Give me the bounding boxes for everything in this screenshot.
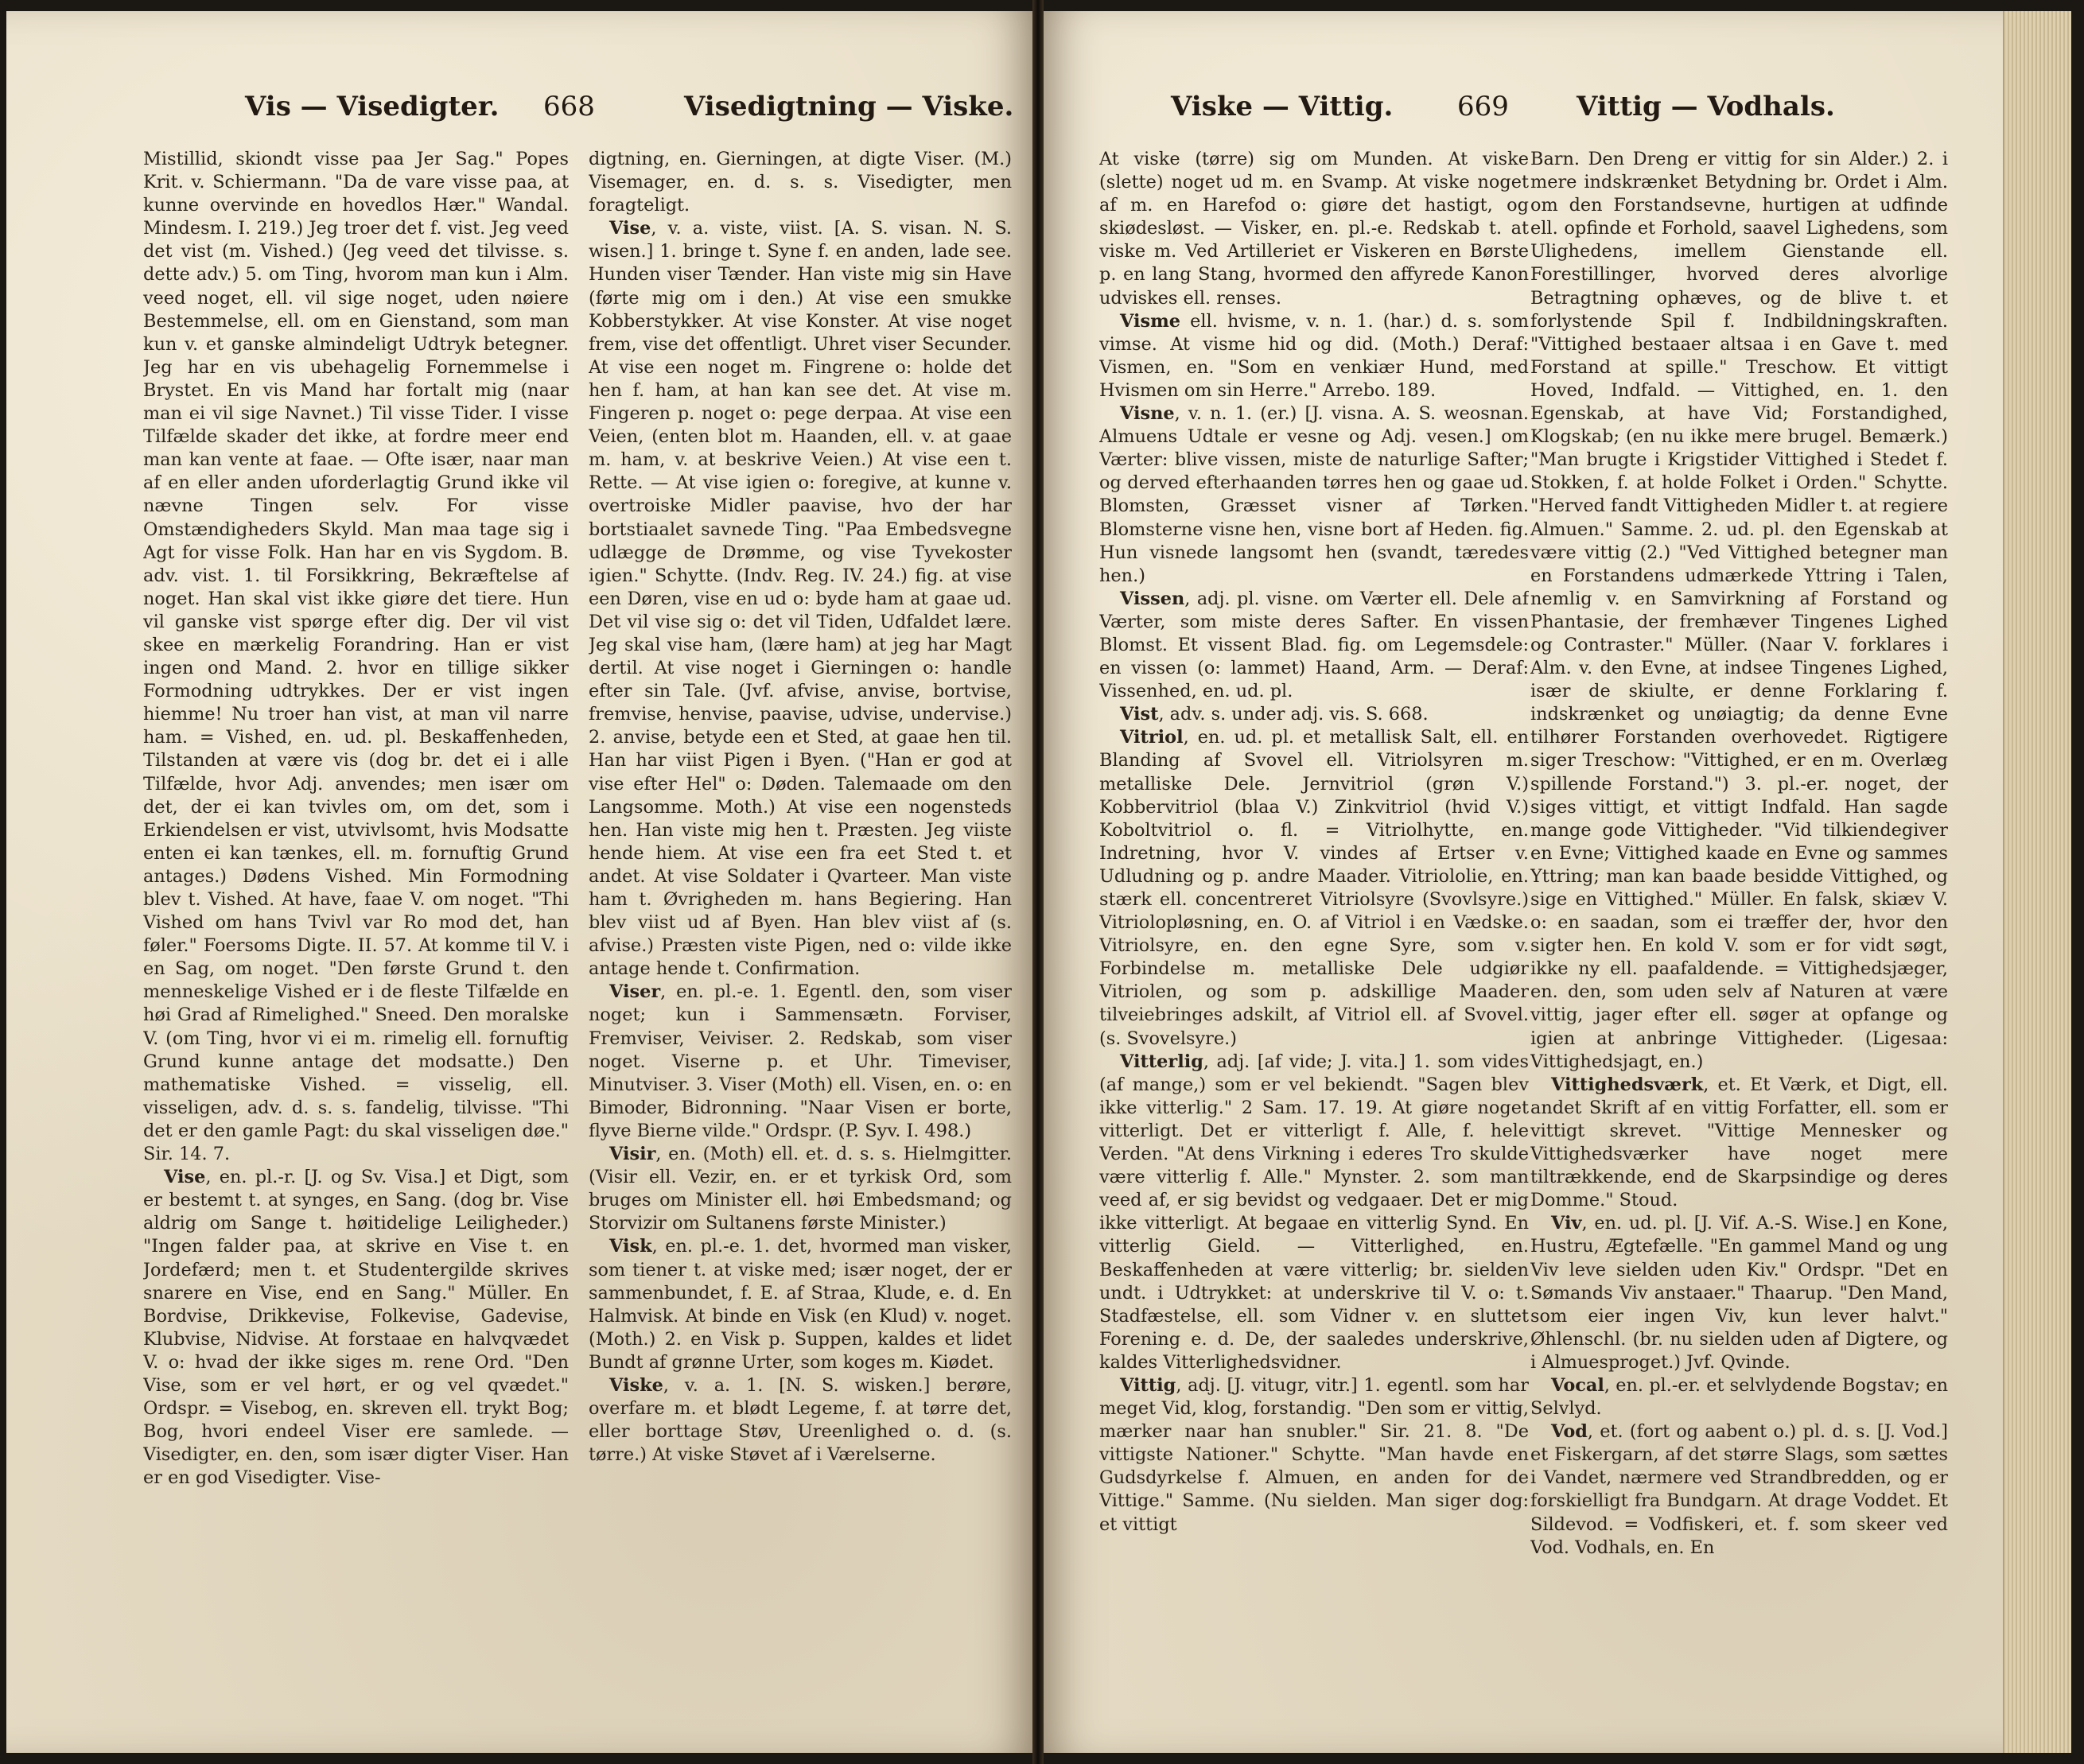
left-page-header bbox=[6, 91, 1032, 138]
running-head-right: Vittig — Vodhals. bbox=[1577, 91, 1835, 122]
entry-viv: Viv, en. ud. pl. [J. Vif. A.-S. Wise.] en Kone, Hustru, Ægtefælle. "En gammel Mand og ung Viv leve sielden uden Kiv." Ordspr. "Det en Sømands Viv anstaaer." Thaarup. "Den Mand, som eier ingen Viv, kun lever halvt." Øhlenschl. (br. nu sielden uden af Digtere, og i Almuesproget.) Jvf. Qvinde. bbox=[1530, 1213, 1948, 1373]
entry-continuation: Mistillid, skiondt visse paa Jer Sag." Popes Krit. v. Schiermann. "Da de vare visse paa, at kunne overvinde en hovedlos Hær." Wandal. Mindesm. I. 219.) Jeg troer det f. vist. Jeg veed det vist (m. Vished.) (Jeg veed det tilvisse. s. dette adv.) 5. om Ting, hvorom man kun i Alm. veed noget, ell. vil sige noget, uden nøiere Bestemmelse, ell. om en Gienstand, som man kun v. et ganske almindeligt Udtryk betegner. Jeg har en vis ubehagelig Fornemmelse i Brystet. En vis Mand har fortalt mig (naar man ei vil sige Navnet.) Til visse Tider. I visse Tilfælde skader det ikke, at fordre meer end man kan vente at faae. — Ofte især, naar man af en eller anden uforderlagtig Grund ikke vil nævne Tingen selv. For visse Omstændigheders Skyld. Man maa tage sig i Agt for visse Folk. Han har en vis Sygdom. B. adv. vist. 1. til Forsikkring, Bekræftelse af noget. Han skal vist ikke giøre det tiere. Hun vil ganske vist spørge efter dig. Der vil vist skee en mærkelig Forandring. Han er vist ingen ond Mand. 2. hvor en tillige sikker Formodning udtrykkes. Der er vist ingen hiemme! Nu troer han vist, at man vil narre ham. = Vished, en. ud. pl. Beskaffenheden, Tilstanden at være vis (dog br. det ei i alle Tilfælde, hvor Adj. anvendes; men især om det, der ei kan tvivles om, om det, som i Erkiendelsen er vist, utvivlsomt, hvis Modsatte enten ei kan tænkes, ell. m. fornuftig Grund antages.) Dødens Vished. Min Formodning blev t. Vished. At have, faae V. om noget. "Thi Vished om hans Tvivl var Ro mod det, han føler." Foersoms Digte. II. 57. At komme til V. i en Sag, om noget. "Den første Grund t. den menneskelige Vished er i de fleste Tilfælde en høi Grad af Rimelighed." Sneed. Den moralske V. (om Ting, hvor vi ei m. rimelig ell. fornuftig Grund kunne antage det modsatte.) Den mathematiske Vished. = visselig, ell. visseligen, adv. d. s. s. fandelig, tilvisse. "Thi det er den gamle Pagt: du skal visseligen døe." Sir. 14. 7. bbox=[143, 149, 569, 1165]
right-page-header bbox=[1044, 91, 1998, 138]
entry-headword: Visk bbox=[609, 1236, 652, 1257]
entry-vitterlig: Vitterlig, adj. [af vide; J. vita.] 1. som vides (af mange,) som er vel bekiendt. "Sagen blev ikke vitterlig." 2 Sam. 17. 19. At giøre noget vitterligt. Det er vitterligt f. Alle, f. hele Verden. "At dens Virkning i ederes Tro skulde være vitterlig f. Alle." Mynster. 2. som man veed af, er sig bevidst og vedgaaer. Det er mig ikke vitterligt. At begaae en vitterlig Synd. En vitterlig Gield. — Vitterlighed, en. Beskaffenheden at være vitterlig; br. sielden undt. i Udtrykket: at underskrive til V. o: t. Stadfæstelse, ell. som Vidner v. en sluttet Forening e. d. De, der saaledes underskrive, kaldes Vitterlighedsvidner. bbox=[1099, 1051, 1529, 1373]
entry-visir: Visir, en. (Moth) ell. et. d. s. s. Hielmgitter. (Visir ell. Vezir, en. er et tyrkisk Ord, som bruges om Minister ell. høi Embedsmand; og Storvizir om Sultanens første Minister.) bbox=[589, 1144, 1012, 1234]
left-page bbox=[6, 11, 1032, 1753]
entry-headword: Vist bbox=[1120, 704, 1159, 725]
running-head-right: Visedigtning — Viske. bbox=[684, 91, 1014, 122]
column-2 bbox=[589, 148, 1012, 1627]
entry-headword: Viv bbox=[1551, 1213, 1582, 1234]
entry-headword: Vocal bbox=[1551, 1374, 1604, 1396]
entry-vitriol: Vitriol, en. ud. pl. et metallisk Salt, ell. en Blanding af Svovel ell. Vitriolsyren m. metalliske Dele. Jernvitriol (grøn V.) Kobbervitriol (blaa V.) Zinkvitriol (hvid V.) Koboltvitriol o. fl. = Vitriolhytte, en. Indretning, hvor V. vindes af Ertser v. Udludning og p. andre Maader. Vitriololie, en. stærk ell. concentreret Vitriolsyre (Svovlsyre.) Vitriolopløsning, en. O. af Vitriol i en Vædske. Vitriolsyre, en. den egne Syre, som v. Forbindelse m. metalliske Dele udgiør Vitriolen, og som p. adskillige Maader tilveiebringes adskilt, af Vitriol ell. af Svovel. (s. Svovelsyre.) bbox=[1099, 727, 1529, 1049]
column-4 bbox=[1530, 148, 1948, 1564]
entry-vissen: Vissen, adj. pl. visne. om Værter ell. Dele af Værter, som miste deres Safter. En vissen Blomst. Et vissent Blad. fig. om Legemsdele: en vissen (o: lammet) Haand, Arm. — Deraf: Vissenhed, en. ud. pl. bbox=[1099, 588, 1529, 702]
entry-viser: Viser, en. pl.-e. 1. Egentl. den, som viser noget; kun i Sammensætn. Forviser, Fremviser, Veiviser. 2. Redskab, som viser noget. Viserne p. et Uhr. Timeviser, Minutviser. 3. Viser (Moth) ell. Visen, en. o: en Bimoder, Bidronning. "Naar Visen er borte, flyve Bierne vilde." Ordspr. (P. Syv. I. 498.) bbox=[589, 981, 1012, 1141]
column-1 bbox=[143, 148, 569, 1731]
entry-viske: Viske, v. a. 1. [N. S. wisken.] berøre, overfare m. et blødt Legeme, f. at tørre det, eller borttage Støv, Ureenlighed o. d. (s. tørre.) At viske Støvet af i Værelserne. bbox=[589, 1374, 1012, 1466]
entry-continuation: digtning, en. Gierningen, at digte Viser. (M.) Visemager, en. d. s. s. Visedigter, men foragteligt. bbox=[589, 149, 1012, 216]
entry-vittighedsvaerk: Vittighedsværk, et. Et Værk, et Digt, ell. andet Skrift af en vittig Forfatter, ell. som er vittigt skrevet. "Vittige Mennesker og Vittighedsværker have noget mere tiltrækkende, end de Skarpsindige og deres Domme." Stoud. bbox=[1530, 1074, 1948, 1211]
entry-headword: Vitriol bbox=[1120, 727, 1184, 748]
entry-vocal: Vocal, en. pl.-er. et selvlydende Bogstav; en Selvlyd. bbox=[1530, 1374, 1948, 1420]
entry-headword: Vise bbox=[164, 1167, 206, 1188]
entry-headword: Vittig bbox=[1120, 1374, 1176, 1396]
entry-headword: Vittighedsværk bbox=[1551, 1074, 1704, 1095]
entry-vise-verb: Vise, v. a. viste, viist. [A. S. visan. N. S. wisen.] 1. bringe t. Syne f. en anden, lade see. Hunden viser Tænder. Han viste mig sin Have (førte mig om i den.) At vise een smukke Kobberstykker. At vise Konster. At vise noget frem, vise det offentligt. Uhret viser Secunder. At vise een noget m. Fingrene o: holde det hen f. ham, at han kan see det. At vise m. Fingeren p. noget o: pege derpaa. At vise een Veien, (enten blot m. Haanden, ell. v. at gaae m. ham, v. at beskrive Veien.) At vise een t. Rette. — At vise igien o: foregive, at kunne v. overtroiske Midler paavise, hvo der har bortstiaalet savnede Ting. "Paa Embedsvegne udlægge de Drømme, og vise Tyvekoster igien." Schytte. (Indv. Reg. IV. 24.) fig. at vise een Døren, vise en ud o: byde ham at gaae ud. Det vil vise sig o: det vil Tiden, Udfaldet lære. Jeg skal vise ham, (lære ham) at jeg har Magt dertil. At vise noget i Gierningen o: handle efter sin Tale. (Jvf. afvise, anvise, bortvise, fremvise, henvise, paavise, udvise, undervise.) 2. anvise, betyde een et Sted, at gaae hen til. Han har viist Pigen i Byen. ("Han er god at vise efter Hel" o: Døden. Talemaade om den Langsomme. Moth.) At vise een nogensteds hen. Han viste mig hen t. Præsten. Jeg viiste hende hiem. At vise een fra eet Sted t. et andet. At vise Soldater i Qvarteer. Man viste ham t. Øvrigheden m. hans Begiering. Han blev viist ud af Byen. Han blev viist af (s. afvise.) Præsten viste Pigen, ned o: vilde ikke antage hende t. Confirmation. bbox=[589, 218, 1012, 980]
entry-headword: Vod bbox=[1551, 1421, 1588, 1443]
running-head-left: Vis — Visedigter. bbox=[245, 91, 500, 122]
entry-headword: Vitterlig bbox=[1120, 1051, 1203, 1072]
page-number: 668 bbox=[543, 91, 595, 122]
entry-headword: Visne bbox=[1120, 403, 1175, 425]
entry-vittig: Vittig, adj. [J. vitugr, vitr.] 1. egentl. som har meget Vid, klog, forstandig. "Den som er vittig, mærker naar han snubler." Sir. 21. 8. "De vittigste Nationer." Schytte. "Man havde en Gudsdyrkelse f. Almuen, en anden for de Vittige." Samme. (Nu sielden. Man siger dog: et vittigt bbox=[1099, 1374, 1529, 1535]
entry-vod: Vod, et. (fort og aabent o.) pl. d. s. [J. Vod.] et Fiskergarn, af det større Slags, som sættes i Vandet, nærmere ved Strandbredden, og er forskielligt fra Bundgarn. At drage Voddet. Et Sildevod. = Vodfiskeri, et. f. som skeer ved Vod. Vodhals, en. En bbox=[1530, 1421, 1948, 1558]
entry-headword: Visme bbox=[1120, 310, 1181, 332]
entry-continuation: Barn. Den Dreng er vittig for sin Alder.) 2. i mere indskrænket Betydning br. Ordet i Alm. om den Forstandsevne, hurtigen at udfinde ell. opfinde et Forhold, saavel Lighedens, som Ulighedens, imellem Gienstande ell. Forestillinger, hvorved deres alvorlige Betragtning ophæves, og de blive t. et forlystende Spil f. Indbildningskraften. "Vittighed bestaaer altsaa i en Gave t. med Forstand at spille." Treschow. Et vittigt Hoved, Indfald. — Vittighed, en. 1. den Egenskab, at have Vid; Forstandighed, Klogskab; (en nu ikke mere brugel. Bemærk.) "Man brugte i Krigstider Vittighed i Stedet f. Stokken, f. at holde Folket i Orden." Schytte. "Herved fandt Vittigheden Midler t. at regiere Almuen." Samme. 2. ud. pl. den Egenskab at være vittig (2.) "Ved Vittighed betegner man en Forstandens udmærkede Yttring i Talen, nemlig v. en Samvirkning af Forstand og Phantasie, der fremhæver Tingenes Lighed og Contraster." Müller. (Naar V. forklares i Alm. v. den Evne, at indsee Tingenes Lighed, især de skiulte, er denne Forklaring f. indskrænket og unøiagtig; da denne Evne tilhører Forstanden overhovedet. Rigtigere siger Treschow: "Vittighed, er en m. Overlæg spillende Forstand.") 3. pl.-er. noget, der siges vittigt, et vittigt Indfald. Han sagde mange gode Vittigheder. "Vid tilkiendegiver en Evne; Vittighed kaade en Evne og sammes Yttring; man kan baade besidde Vittighed, og sige en Vittighed." Müller. En falsk, skiæv V. o: en saadan, som ei træffer der, hvor den sigter hen. En kold V. som er for vidt søgt, ikke ny ell. paafaldende. = Vittighedsjæger, en. den, som uden selv af Naturen at være vittig, jager efter ell. søger at opfange og igien at anbringe Vittigheder. (Ligesaa: Vittighedsjagt, en.) bbox=[1530, 149, 1948, 1072]
entry-continuation: At viske (tørre) sig om Munden. At viske (slette) noget ud m. en Svamp. At viske noget af m. en Harefod o: giøre det hastigt, og skiødesløst. — Visker, en. pl.-e. Redskab t. at viske m. Ved Artilleriet er Viskeren en Børste p. en lang Stang, hvormed den affyrede Kanon udviskes ell. renses. bbox=[1099, 149, 1529, 309]
entry-vist: Vist, adv. s. under adj. vis. S. 668. bbox=[1120, 704, 1429, 725]
entry-headword: Viske bbox=[609, 1374, 663, 1396]
entry-vise-noun: Vise, en. pl.-r. [J. og Sv. Visa.] et Digt, som er bestemt t. at synges, en Sang. (dog br. Vise aldrig om Sange t. høitidelige Leiligheder.) "Ingen falder paa, at skrive en Vise t. en Jordefærd; men t. et Studentergilde skrives snarere en Vise, end en Sang." Müller. En Bordvise, Drikkevise, Folkevise, Gadevise, Klubvise, Nidvise. At forstaae en halvqvædet V. o: hvad der ikke siges m. rene Ord. "Den Vise, som er vel hørt, er og vel qvædet." Ordspr. = Visebog, en. skreven ell. trykt Bog; Bog, hvori endeel Viser ere samlede. — Visedigter, en. den, som især digter Viser. Han er en god Visedigter. Vise- bbox=[143, 1167, 569, 1489]
entry-visne: Visne, v. n. 1. (er.) [J. visna. A. S. weosnan. Almuens Udtale er vesne og Adj. vesen.] om Værter: blive vissen, miste de naturlige Safter; og derved efterhaanden tørres hen og gaae ud. Blomsten, Græsset visner af Tørken. Blomsterne visne hen, visne bort af Heden. fig. Hun visnede langsomt hen (svandt, tæredes hen.) bbox=[1099, 403, 1529, 586]
right-page bbox=[1044, 11, 2071, 1753]
entry-visk: Visk, en. pl.-e. 1. det, hvormed man visker, som tiener t. at viske med; især noget, der er sammenbundet, f. E. af Straa, Klude, e. d. En Halmvisk. At binde en Visk (en Klud) v. noget. (Moth.) 2. en Visk p. Suppen, kaldes et lidet Bundt af grønne Urter, som koges m. Kiødet. bbox=[589, 1236, 1012, 1373]
entry-headword: Visir bbox=[609, 1144, 656, 1165]
page-number: 669 bbox=[1457, 91, 1509, 122]
entry-headword: Viser bbox=[609, 981, 661, 1003]
column-3 bbox=[1099, 148, 1529, 1619]
entry-visme: Visme ell. hvisme, v. n. 1. (har.) d. s. som vimse. At visme hid og did. (Moth.) Deraf: Vismen, en. "Som en venkiær Hund, med Hvismen om sin Herre." Arrebo. 189. bbox=[1099, 310, 1529, 401]
running-head-left: Viske — Vittig. bbox=[1171, 91, 1394, 122]
entry-headword: Vissen bbox=[1120, 588, 1185, 609]
book-gutter bbox=[1032, 0, 1044, 1764]
entry-headword: Vise bbox=[609, 218, 651, 239]
